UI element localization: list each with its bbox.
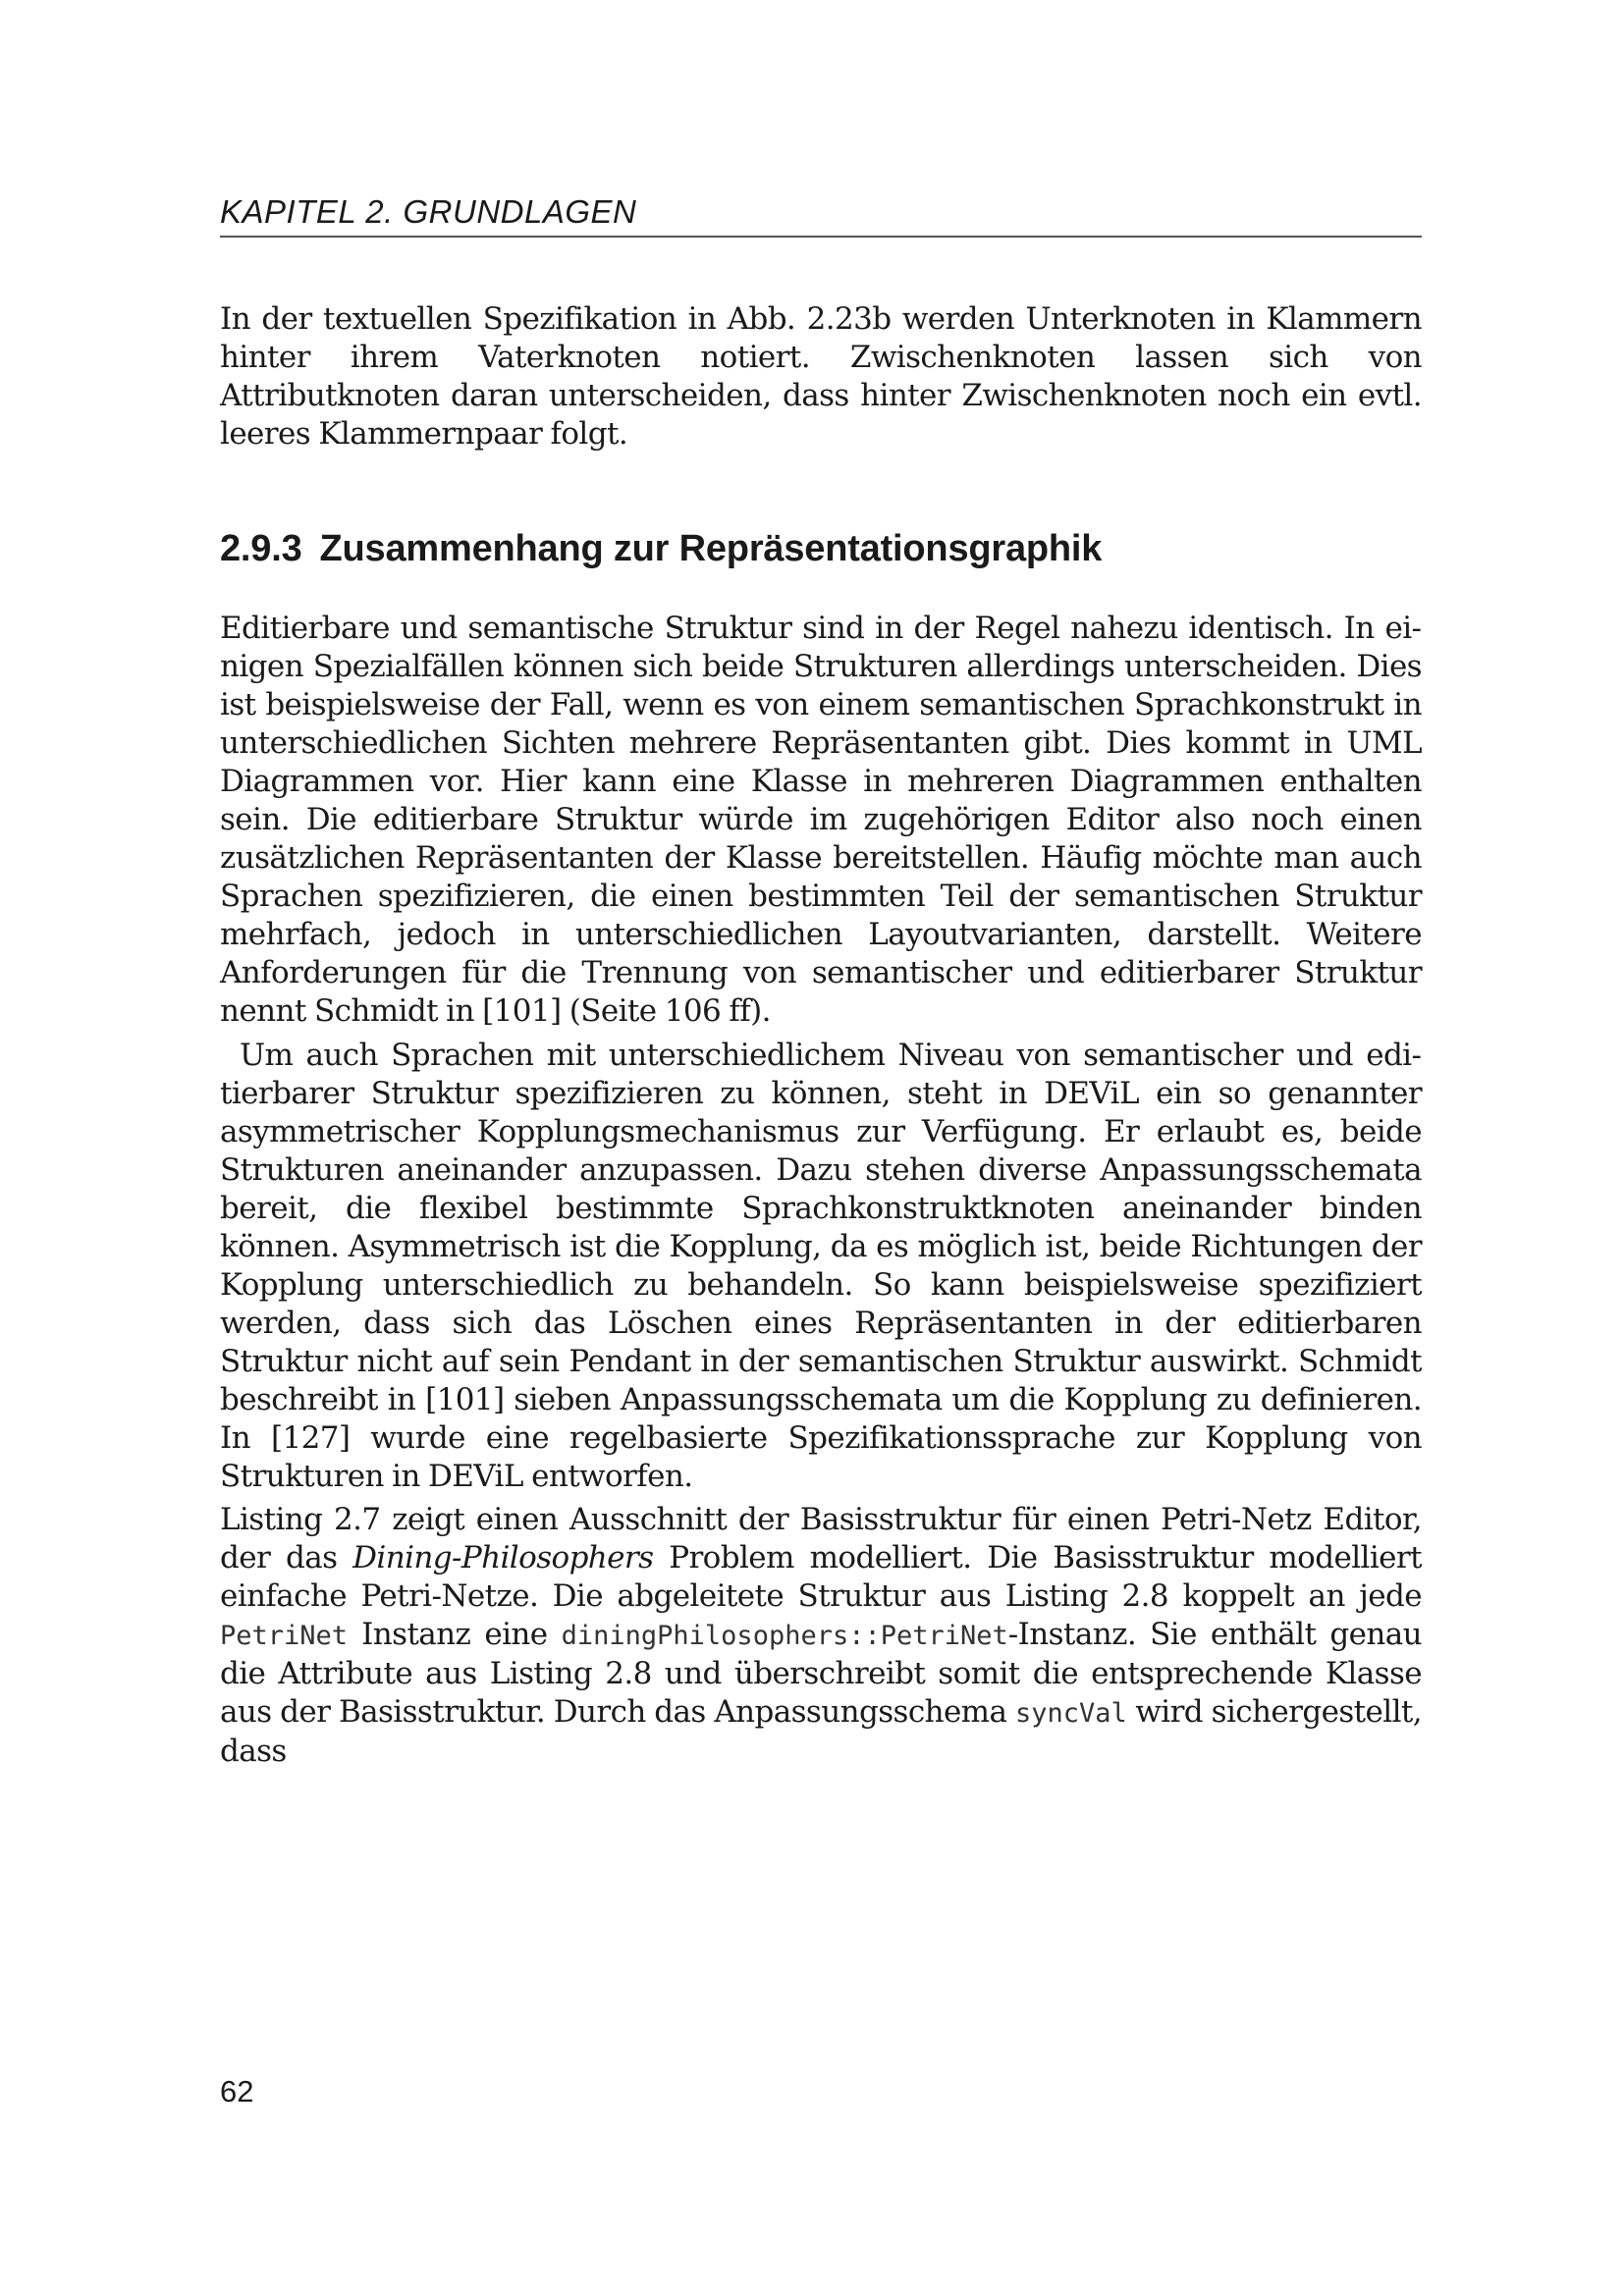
paragraph-1: In der textuellen Spezifikation in Abb. 2.23b werden Unterknoten in Klammern hinter ihrem Vaterknoten notiert. Zwischenknoten lassen sich von Attributknoten daran unterscheiden, dass hinter Zwischenknoten noch ein evtl. leeres Klammernpaar folgt. [220,301,1422,452]
paragraph-4-text-2: Problem modelliert. Die Basisstruktur modelliert einfache Petri-Netze. Die abgeleitete Struktur aus Listing 2.8 koppelt an jede [220,1540,1422,1614]
page-number: 62 [220,2074,254,2109]
paragraph-4-text-5: wird sichergestellt, dass [220,1694,1422,1769]
section-title: Zusammenhang zur Repräsentationsgraphik [319,528,1103,569]
section-number: 2.9.3 [220,528,302,569]
paragraph-4-text-3: Instanz eine [348,1617,562,1652]
code-petrinet: PetriNet [220,1621,349,1651]
code-syncval: syncVal [1014,1698,1127,1729]
paragraph-2: Editierbare und semantische Struktur sind in der Regel nahezu identisch. In einigen Spezialfällen können sich beide Strukturen allerdings unterscheiden. Dies ist beispielsweise der Fall, wenn es von einem semantischen Sprachkonstrukt in unterschiedlichen Sichten mehrere Repräsentanten gibt. Dies kommt in UML Diagrammen vor. Hier kann eine Klasse in mehreren Diagrammen enthalten sein. Die editierbare Struktur würde im zugehörigen Editor also noch einen zusätzlichen Repräsentanten der Klasse bereitstellen. Häufig möchte man auch Sprachen spezifizieren, die einen bestimmten Teil der semantischen Struktur mehrfach, jedoch in unterschiedlichen Layoutvarianten, darstellt. Weitere Anforderungen für die Trennung von semantischer und editierbarer Struktur nennt Schmidt in [101] (Seite 106 ff). [220,611,1422,1029]
section-heading [220,526,1102,571]
code-dining-philosophers-petrinet: diningPhilosophers::PetriNet [561,1621,1008,1651]
running-header: KAPITEL 2. GRUNDLAGEN [220,192,1422,238]
paragraph-4 [220,1501,1422,1771]
paragraph-3: Um auch Sprachen mit unterschiedlichem Niveau von semantischer und editierbarer Struktur spezifizieren zu können, steht in DEViL ein so genannter asymmetrischer Kopplungsmechanismus zur Verfügung. Er erlaubt es, beide Strukturen aneinander anzupassen. Dazu stehen diverse Anpassungsschemata bereit, die flexibel bestimmte Sprachkonstruktknoten aneinander binden können. Asymmetrisch ist die Kopplung, da es möglich ist, beide Richtungen der Kopplung unterschiedlich zu behandeln. So kann beispielsweise spezifiziert werden, dass sich das Löschen eines Repräsentanten in der editierbaren Struktur nicht auf sein Pendant in der semantischen Struktur auswirkt. Schmidt beschreibt in [101] sieben Anpassungsschemata um die Kopplung zu definieren. In [127] wurde eine regelbasierte Spezifikationssprache zur Kopplung von Strukturen in DEViL entworfen. [220,1038,1422,1494]
dining-philosophers-emphasis: Dining-Philosophers [352,1540,654,1575]
paragraph-4-text-4: -Instanz. Sie enthält genau die Attribute aus Listing 2.8 und überschreibt somit die entsprechende Klasse aus der Basisstruktur. Durch das Anpassungsschema [220,1617,1422,1730]
paragraph-4-text-1: Listing 2.7 zeigt einen Ausschnitt der Basisstruktur für einen Petri-Netz Editor, der das [220,1502,1422,1575]
